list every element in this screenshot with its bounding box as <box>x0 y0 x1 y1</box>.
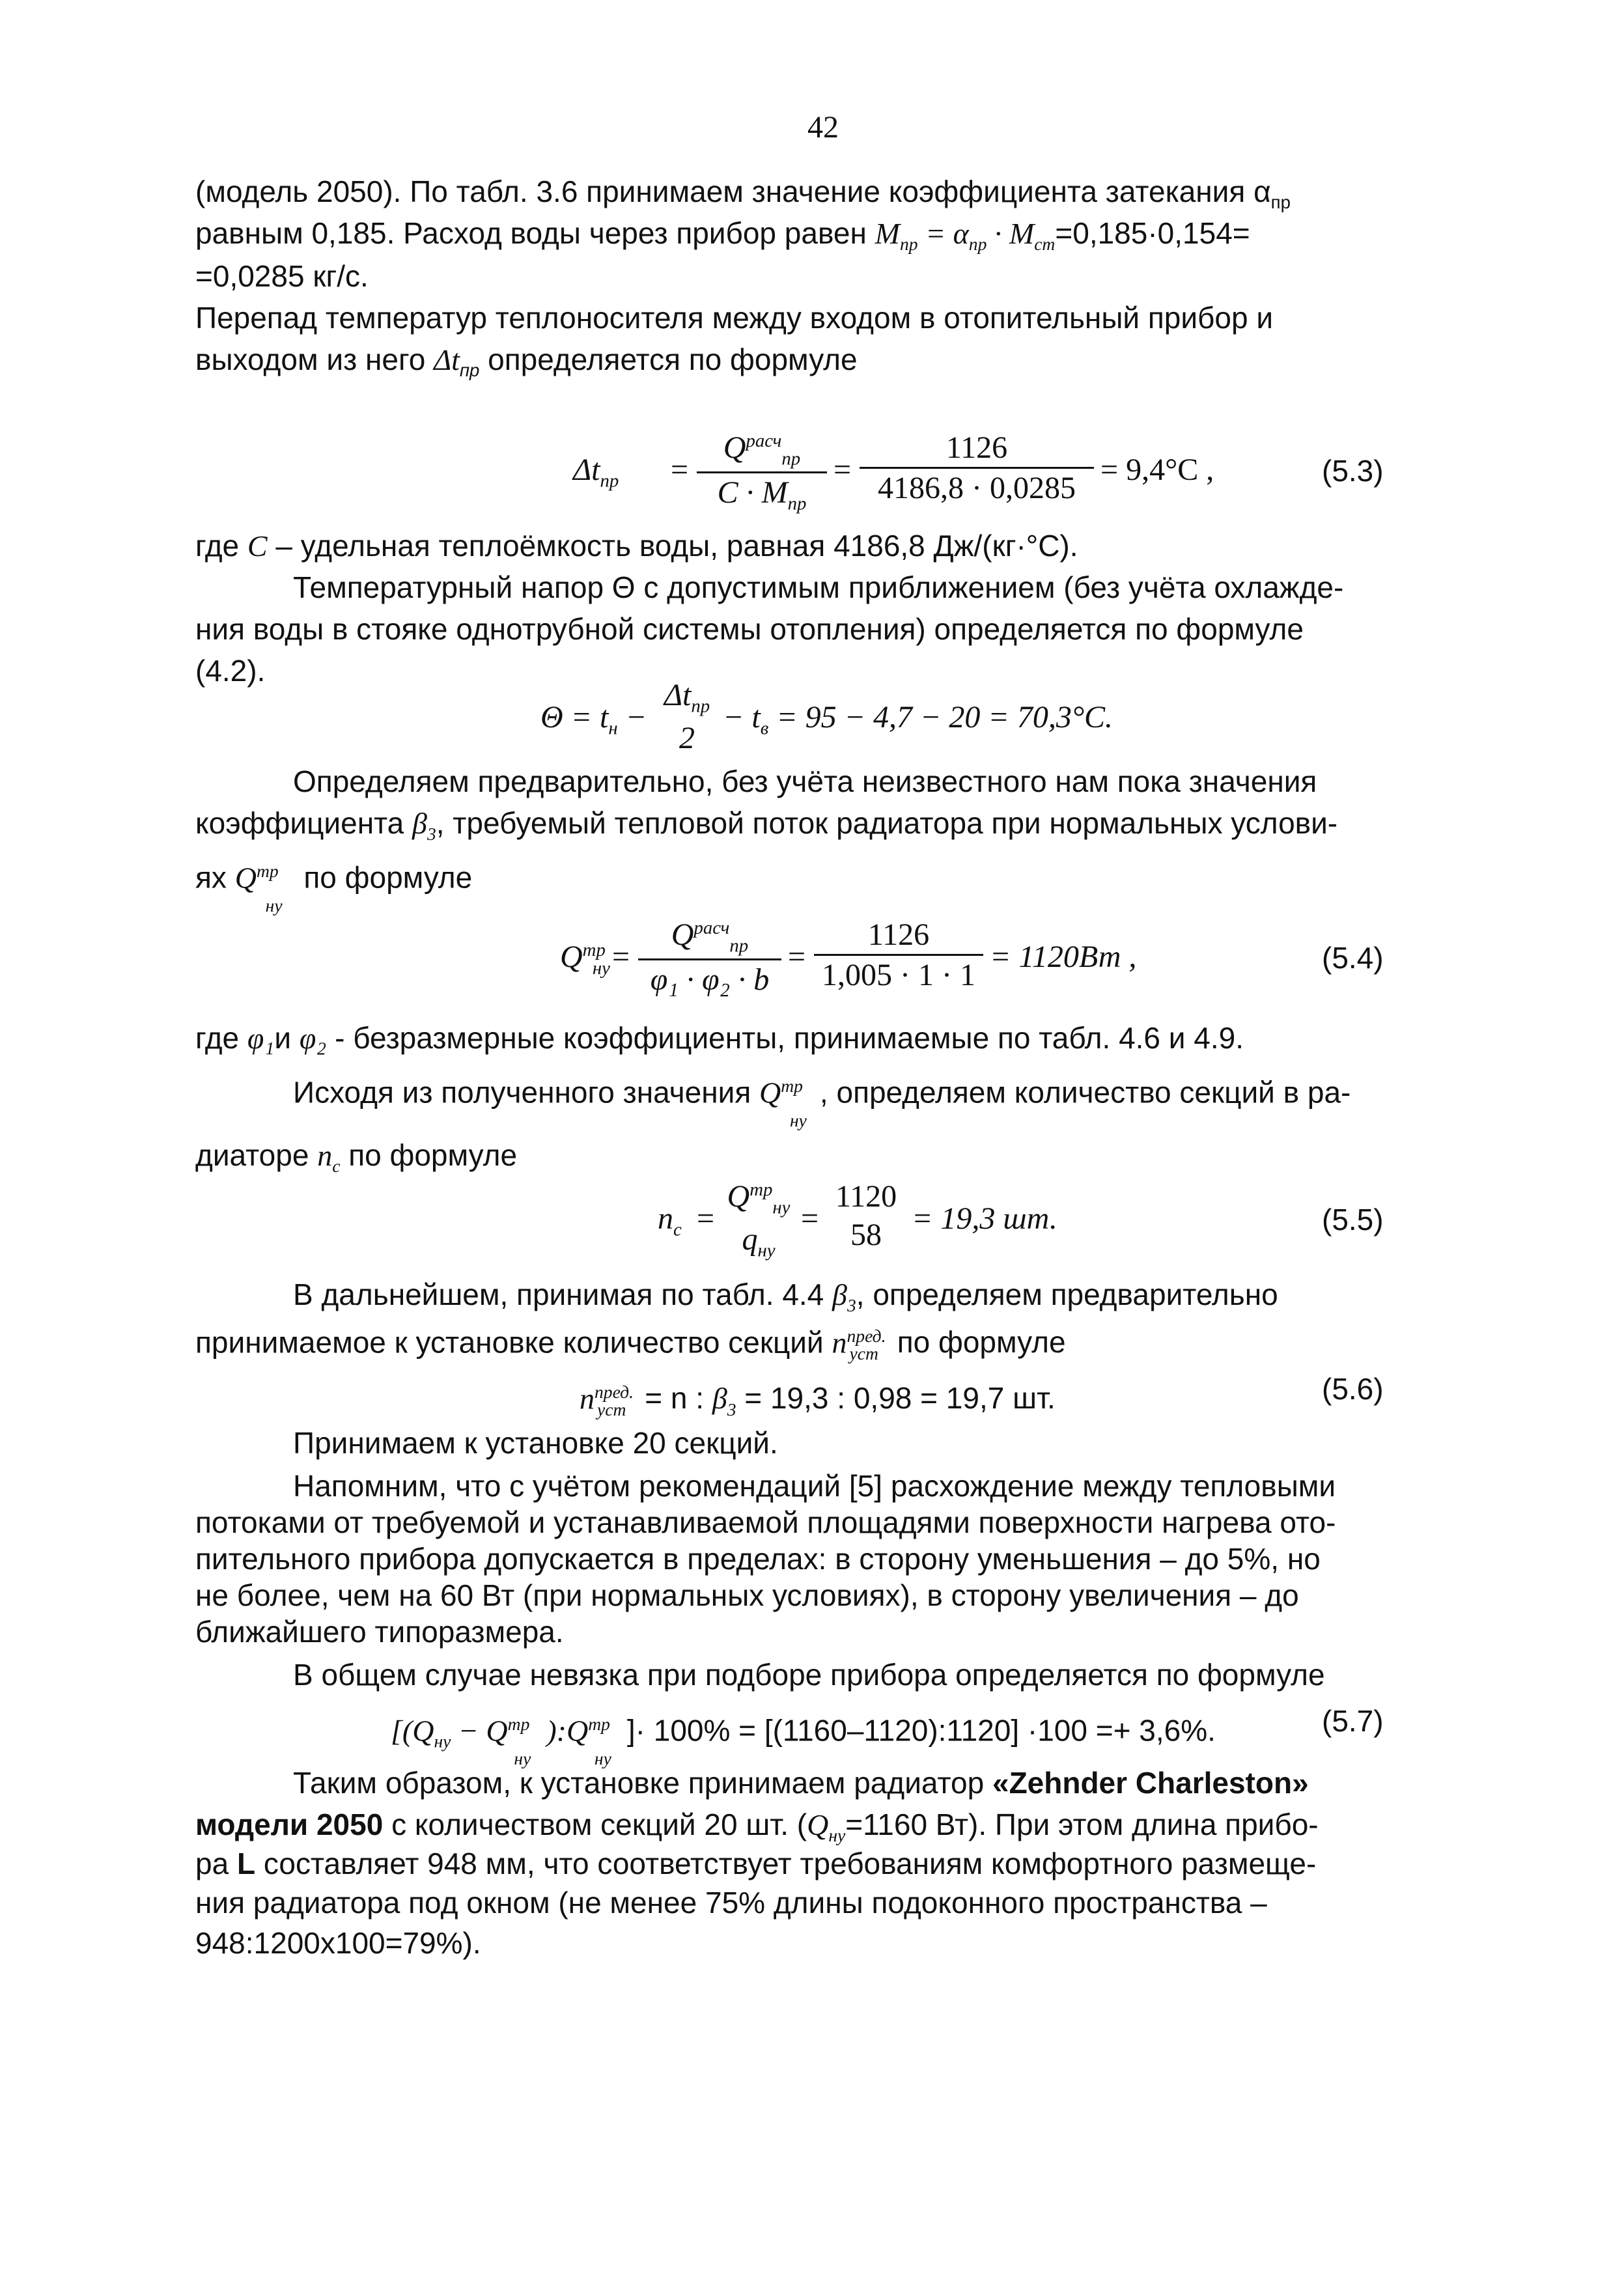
p10-line5: ближайшего типоразмера. <box>195 1615 564 1649</box>
p12-line3: ра L составляет 948 мм, что соответствует требованиям комфортного размеще- <box>195 1847 1317 1880</box>
p6-line: где φ₁и φ₂ - безразмерные коэффициенты, принимаемые по табл. 4.6 и 4.9. <box>195 1021 1244 1055</box>
p7-line1: Исходя из полученного значения $Q^{тр}_{ну}$, определяем количество секций в ра- <box>293 1075 1351 1130</box>
p2-line2: выходом из него $\Delta t_{пр}$ определяется по формуле <box>195 342 858 381</box>
equation-label-5-7: (5.7) <box>1322 1704 1384 1738</box>
fraction-5-3b: $\frac{1126}{4186,8 \cdot 0,0285}$ <box>860 430 1094 506</box>
p10-line4: не более, чем на 60 Вт (при нормальных условиях), в сторону увеличения – до <box>195 1578 1299 1612</box>
formula-5-7: [($Q_{ну}$ − $Q^{тр}_{ну}):Q^{тр}_{ну}]\cdot 100\%$ = [(1160–1120):1120] ·100 =+ 3,6%. <box>391 1713 1216 1768</box>
p12-line2: модели 2050 с количеством секций 20 шт. ($Q_{ну}=1160$ Вт). При этом длина прибо- <box>195 1808 1319 1846</box>
equation-label-5-6: (5.6) <box>1322 1372 1384 1406</box>
p4-line3: (4.2). <box>195 654 266 688</box>
p7-line2: диаторе $n_c$ по формуле <box>195 1138 518 1177</box>
equation-label-5-3: (5.3) <box>1322 454 1384 488</box>
p5-line2: коэффициента $\beta_3$, требуемый тепловой поток радиатора при нормальных услови- <box>195 806 1338 845</box>
p5-line3: ях $Q^{тр}_{ну}$ по формуле <box>195 860 473 915</box>
equation-label-5-5: (5.5) <box>1322 1203 1384 1236</box>
equation-label-5-4: (5.4) <box>1322 941 1384 975</box>
fraction-5-5b: 1120 58 <box>835 1179 897 1252</box>
p1-line1: (модель 2050). По табл. 3.6 принимаем значение коэффициента затекания $\alpha_{пр}$ <box>195 175 1291 213</box>
p10-line1: Напомним, что с учётом рекомендаций [5] расхождение между тепловыми <box>293 1469 1336 1503</box>
fraction-5-4a: $Q^{расч}_{пр}$ φ₁ · φ₂ · b <box>638 917 781 998</box>
fraction-5-4b: $\frac{1126}{1,005 \cdot 1 \cdot 1}$ <box>814 917 983 993</box>
p8-line2: принимаемое к установке количество секций $n^{пред.}_{уст}$ по формуле <box>195 1325 1066 1363</box>
p10-line3: пительного прибора допускается в пределах: в сторону уменьшения – до 5%, но <box>195 1542 1321 1576</box>
p1-line2: равным 0,185. Расход воды через прибор равен $M_{пр} = \alpha_{пр} \cdot M_{ст}=0,185\cdot 0,154=$ <box>195 216 1250 255</box>
p1-line3: =0,0285 кг/с. <box>195 259 369 293</box>
fraction-5-3a: $Q^{расч}_{пр}$ $C \cdot M_{пр}$ <box>697 430 827 514</box>
p10-line2: потоками от требуемой и устанавливаемой площадями поверхности нагрева ото- <box>195 1505 1336 1539</box>
p3-line: где C – удельная теплоёмкость воды, равная 4186,8 Дж/(кг·°С). <box>195 529 1078 563</box>
p4-line2: ния воды в стояке однотрубной системы отопления) определяется по формуле <box>195 612 1304 646</box>
formula-5-6: $n^{пред.}_{уст} = n$ : $\beta_3 = 19,3$ : 0,98 = 19,7 шт. <box>580 1381 1056 1419</box>
fraction-4-2: $\Delta t_{пр}$ 2 <box>664 678 710 755</box>
fraction-5-5a: $Q^{тр}_{ну}$ $q_{ну}$ <box>727 1179 791 1261</box>
p12-line4: ния радиатора под окном (не менее 75% длины подоконного пространства – <box>195 1886 1267 1920</box>
p2-line1: Перепад температур теплоносителя между входом в отопительный прибор и <box>195 301 1274 335</box>
p4-line1: Температурный напор Θ с допустимым приближением (без учёта охлажде- <box>293 570 1344 604</box>
p11-line: В общем случае невязка при подборе прибора определяется по формуле <box>293 1658 1325 1692</box>
p8-line1: В дальнейшем, принимая по табл. 4.4 $\beta_3$, определяем предварительно <box>293 1278 1278 1316</box>
page-number: 42 <box>807 110 839 145</box>
p9-line: Принимаем к установке 20 секций. <box>293 1426 778 1460</box>
document-page: 42 (модель 2050). По табл. 3.6 принимаем значение коэффициента затекания $\alpha_{пр}$ равным 0,185. Расход воды через прибор равен $M_{пр} = \alpha_{пр} \cdot M_{ст}=0,185\cdot 0,154=$ =0,0285 кг/с. Перепад температур теплоносителя между входом в отопительный прибор и выходом из него $\Delta t_{пр}$ определяется по формуле $\Delta t_{пр}$ = $Q^{расч}_{пр}$ $C \cdot M_{пр}$ = $\frac{1126}{4186,8 \cdot 0,0285}$ = 9,4°C , (5.3) где C – удельная теплоёмкость воды, равная 4186,8 Дж/(кг·°С). Температурный напор Θ с допустимым приближением (без учёта охлажде- ния воды в стояке однотрубной системы отопления) определяется по формуле (4.2). $\Theta = t_н$ − $\Delta t_{пр}$ 2 − $t_в = 95 - 4,7 - 20 = 70,3^\circ C$. Определяем предварительно, без учёта неизвестного нам пока значения коэффициента $\beta_3$, требуемый тепловой поток радиатора при нормальных услови- ях $Q^{тр}_{ну}$ по формуле $Q^{тр}_{ну}$ = $Q^{расч}_{пр}$ φ₁ · φ₂ · b = $\frac{1126}{1,005 \cdot 1 \cdot 1}$ = 1120Вт , (5.4) где φ₁и φ₂ - безразмерные коэффициенты, принимаемые по табл. 4.6 и 4.9. Исходя из полученного значения $Q^{тр}_{ну}$, определяем количество секций в ра- диаторе $n_c$ по формуле $n_c$ = $Q^{тр}_{ну}$ $q_{ну}$ = 1120 58 = 19,3 шт. (5.5) В дальнейшем, принимая по табл. 4.4 $\beta_3$, определяем предварительно принимаемое к установке количество секций $n^{пред.}_{уст}$ по формуле $n^{пред.}_{уст} = n$ : $\beta_3 = 19,3$ : 0,98 = 19,7 шт. (5.6) Принимаем к установке 20 секций. Напомним, что с учётом рекомендаций [5] расхождение между тепловыми потоками от требуемой и устанавливаемой площадями поверхности нагрева ото- пительного прибора допускается в пределах: в сторону уменьшения – до 5%, но не более, чем на 60 Вт (при нормальных условиях), в сторону увеличения – до ближайшего типоразмера. В общем случае невязка при подборе прибора определяется по формуле [($Q_{ну}$ − $Q^{тр}_{ну}):Q^{тр}_{ну}]\cdot 100\%$ = [(1160–1120):1120] ·100 =+ 3,6%. (5.7) Таким образом, к установке принимаем радиатор «Zehnder Charleston» модели 2050 с количеством секций 20 шт. ($Q_{ну}=1160$ Вт). При этом длина прибо- ра L составляет 948 мм, что соответствует требованиям комфортного размеще- ния радиатора под окном (не менее 75% длины подоконного пространства – 948:1200х100=79%). <box>0 0 1624 2277</box>
p12-line5: 948:1200х100=79%). <box>195 1926 481 1960</box>
p5-line1: Определяем предварительно, без учёта неизвестного нам пока значения <box>293 764 1317 798</box>
p12-line1: Таким образом, к установке принимаем радиатор «Zehnder Charleston» <box>293 1766 1309 1800</box>
